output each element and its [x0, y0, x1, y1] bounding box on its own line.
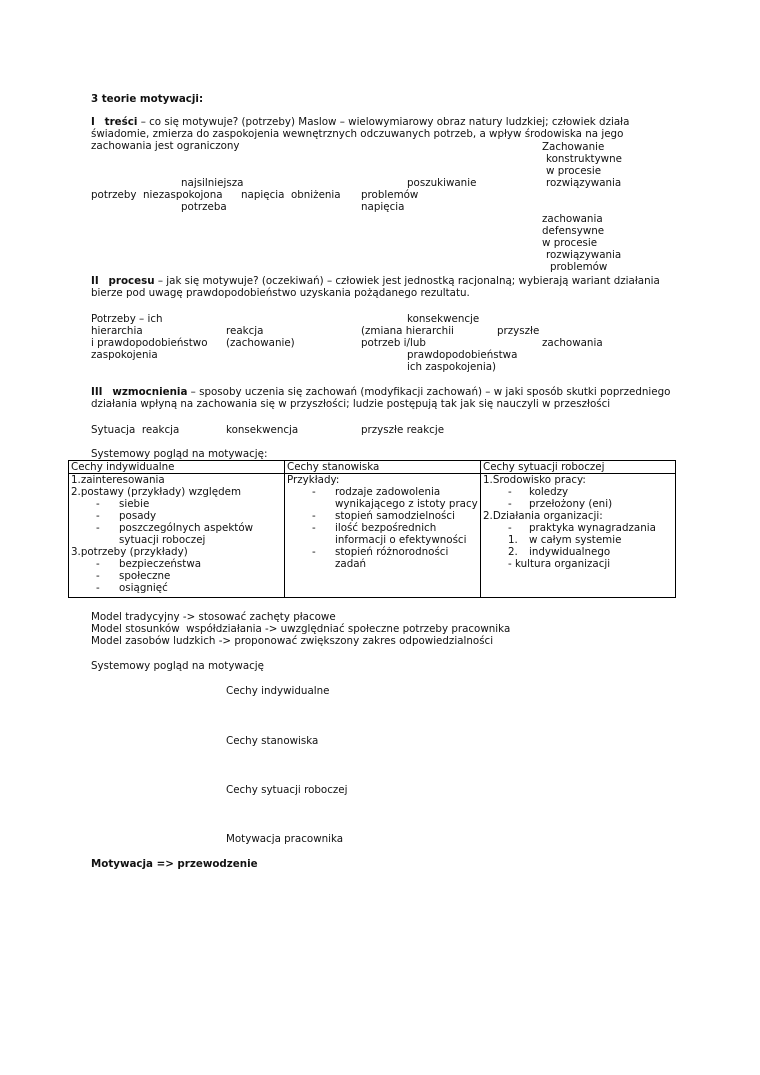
diagram-cechy-stanowiska: Cechy stanowiska: [226, 735, 319, 747]
section-roman: III: [91, 386, 103, 398]
diagram2-prawdopodobienstwa: prawdopodobieństwa: [407, 349, 518, 361]
list-item: [483, 534, 673, 546]
diagram2-zmiana: (zmiana hierarchii: [361, 325, 454, 337]
list-item: - kultura organizacji: [508, 558, 611, 570]
list-item: - bezpieczeństwa: [71, 558, 282, 570]
section-label: treści: [104, 116, 138, 128]
header-cechy-sytuacji: Cechy sytuacji roboczej: [481, 461, 676, 474]
cell-cechy-indywidualne: [69, 474, 285, 598]
diagram-konstruktywne-2: konstruktywne: [546, 153, 622, 165]
model-stosunkow: Model stosunków współdziałania -> uwzględniać społeczne potrzeby pracownika: [91, 623, 511, 635]
diagram-defensywne-2: defensywne: [542, 225, 605, 237]
chain-konsekwencja: konsekwencja: [226, 424, 299, 436]
diagram-defensywne-1: zachowania: [542, 213, 603, 225]
diagram2-konsekwencje: konsekwencje: [407, 313, 480, 325]
list-item: [483, 546, 673, 558]
diagram2-przyszle: przyszłe: [497, 325, 540, 337]
list-item: 2.postawy (przykłady) względem: [71, 486, 242, 498]
diagram2-prawdopodobienstwo: i prawdopodobieństwo: [91, 337, 208, 349]
diagram2-reakcja: reakcja: [226, 325, 264, 337]
diagram-najsilniejsza: najsilniejsza: [181, 177, 244, 189]
chain-sytuacja: Sytuacja reakcja: [91, 424, 180, 436]
list-item: - stopień samodzielności: [287, 510, 478, 522]
diagram-motywacja-pracownika: Motywacja pracownika: [226, 833, 344, 845]
diagram-defensywne-4: rozwiązywania: [546, 249, 622, 261]
list-item: 2.Działania organizacji:: [483, 510, 603, 522]
document-title: 3 teorie motywacji:: [91, 93, 204, 105]
list-item: - posady: [71, 510, 282, 522]
list-item: - poszczególnych aspektów sytuacji roboczej: [71, 522, 282, 546]
model-zasobow: Model zasobów ludzkich -> proponować zwiększony zakres odpowiedzialności: [91, 635, 494, 647]
section-text: – co się motywuje? (potrzeby) Maslow – wielowymiarowy obraz natury ludzkiej; człowiek działa świadomie, zmierza do zaspokojenia wewnętrznych odczuwanych potrzeb, a wpływ środowiska na jego zachowania jest ograniczony: [91, 116, 630, 152]
diagram2-zachowanie: (zachowanie): [226, 337, 295, 349]
list-text: w całym systemie: [529, 534, 622, 546]
table-row: [69, 474, 676, 598]
section-wzmocnienia: [91, 386, 671, 410]
diagram2-hierarchia: hierarchia: [91, 325, 143, 337]
diagram2-zaspokojenia: zaspokojenia: [91, 349, 158, 361]
list-item: - siebie: [71, 498, 282, 510]
diagram-napiecia: napięcia: [361, 201, 405, 213]
list-item: - ilość bezpośrednich informacji o efektywności: [287, 522, 478, 546]
list-item: - osiągnięć: [71, 582, 282, 594]
model-tradycyjny: Model tradycyjny -> stosować zachęty płacowe: [91, 611, 336, 623]
list-item: - koledzy: [483, 486, 673, 498]
table-header-row: [69, 461, 676, 474]
final-heading: Motywacja => przewodzenie: [91, 858, 258, 870]
systemowy-heading-2: Systemowy pogląd na motywację: [91, 660, 264, 672]
list-item: 1.zainteresowania: [71, 474, 165, 486]
diagram-poszukiwanie: poszukiwanie: [407, 177, 477, 189]
cell-cechy-stanowiska: [285, 474, 481, 598]
diagram2-zachowania: zachowania: [542, 337, 603, 349]
diagram-potrzeba: potrzeba: [181, 201, 227, 213]
diagram-cechy-sytuacji: Cechy sytuacji roboczej: [226, 784, 348, 796]
list-number: 1.: [508, 534, 518, 546]
list-item: 1.Środowisko pracy:: [483, 474, 586, 486]
diagram-defensywne-3: w procesie: [542, 237, 598, 249]
list-text: indywidualnego: [529, 546, 611, 558]
diagram-defensywne-5: problemów: [550, 261, 608, 273]
chain-przyszle-reakcje: przyszłe reakcje: [361, 424, 445, 436]
diagram-potrzeby-niezaspokojona: potrzeby niezaspokojona: [91, 189, 223, 201]
list-item: Przykłady:: [287, 474, 340, 486]
section-label: wzmocnienia: [112, 386, 188, 398]
list-item: - stopień różnorodności zadań: [287, 546, 478, 570]
section-roman: II: [91, 275, 99, 287]
section-roman: I: [91, 116, 95, 128]
list-number: 2.: [508, 546, 518, 558]
header-cechy-stanowiska: Cechy stanowiska: [285, 461, 481, 474]
diagram2-potrzeby: Potrzeby – ich: [91, 313, 163, 325]
diagram-konstruktywne-1: Zachowanie: [542, 141, 605, 153]
section-text: – sposoby uczenia się zachowań (modyfikacji zachowań) – w jaki sposób skutki poprzedniego działania wpłyną na zachowania się w przyszłości; ludzie postępują tak jak się nauczyli w przeszłości: [91, 386, 671, 410]
diagram-napiecia-obnizenia: napięcia obniżenia: [241, 189, 341, 201]
section-text: – jak się motywuje? (oczekiwań) – człowiek jest jednostką racjonalną; wybierają wariant działania bierze pod uwagę prawdopodobieństwo uzyskania pożądanego rezultatu.: [91, 275, 660, 299]
list-item: - praktyka wynagradzania: [483, 522, 673, 534]
list-item: - przełożony (eni): [483, 498, 673, 510]
cechy-table: [68, 460, 676, 598]
diagram2-potrzeb: potrzeb i/lub: [361, 337, 426, 349]
list-item: - społeczne: [71, 570, 282, 582]
diagram-konstruktywne-4: rozwiązywania: [546, 177, 622, 189]
diagram-konstruktywne-3: w procesie: [546, 165, 602, 177]
systemowy-heading-1: Systemowy pogląd na motywację:: [91, 448, 268, 460]
diagram-cechy-indywidualne: Cechy indywidualne: [226, 685, 330, 697]
list-item: 3.potrzeby (przykłady): [71, 546, 188, 558]
diagram-problemow: problemów: [361, 189, 419, 201]
cell-cechy-sytuacji: [481, 474, 676, 598]
section-procesu: [91, 275, 671, 299]
list-item: - rodzaje zadowolenia wynikającego z istoty pracy: [287, 486, 478, 510]
header-cechy-indywidualne: Cechy indywidualne: [69, 461, 285, 474]
section-label: procesu: [108, 275, 155, 287]
diagram2-ich-zaspokojenia: ich zaspokojenia): [407, 361, 497, 373]
